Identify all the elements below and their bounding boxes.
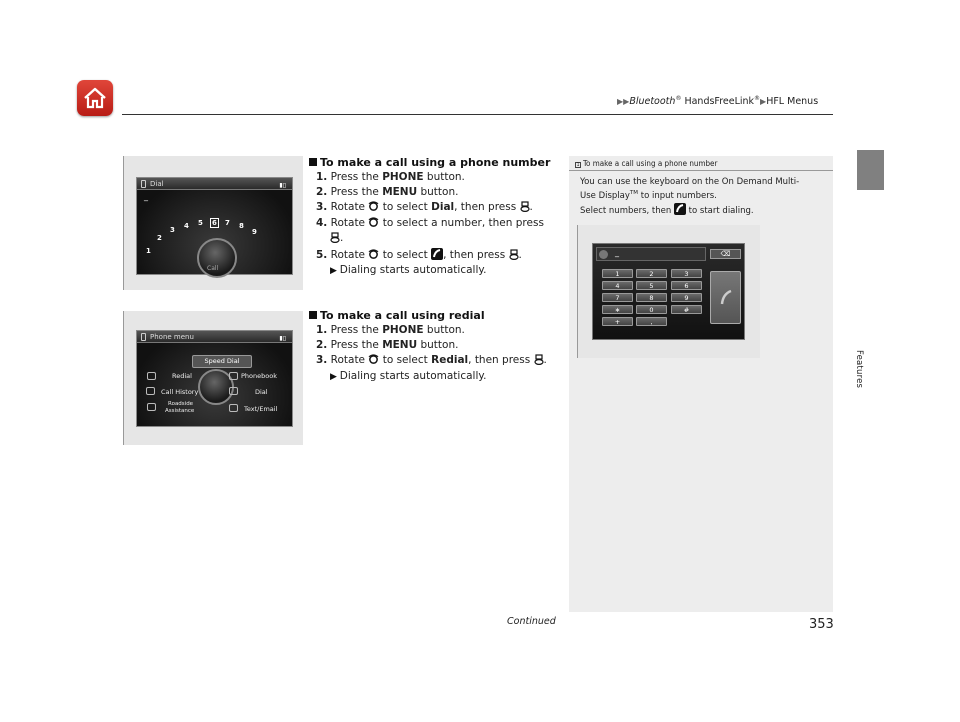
- phone-menu-screen: [136, 330, 293, 427]
- keypad-icon: [229, 387, 238, 395]
- step-number: 3.: [316, 201, 328, 213]
- kb-key-4[interactable]: 4: [602, 281, 633, 290]
- press-dial-icon: [520, 201, 530, 212]
- press-dial-icon: [330, 232, 340, 243]
- rotate-dial-icon: [368, 201, 379, 212]
- section1-step4: [316, 217, 544, 229]
- kb-key-hash[interactable]: #: [671, 305, 702, 314]
- keyboard-menu-icon[interactable]: [599, 250, 608, 259]
- dial-key-8[interactable]: 8: [239, 222, 244, 230]
- registered-mark-2: ®: [754, 95, 761, 102]
- call-label[interactable]: Call: [207, 265, 219, 272]
- section1-step3: [316, 201, 533, 213]
- kb-key-6[interactable]: 6: [671, 281, 702, 290]
- note-line-3: [580, 203, 754, 216]
- dial-screen: [136, 177, 293, 275]
- home-icon: [82, 85, 108, 111]
- step-text: , then press: [443, 249, 509, 261]
- call-history-icon: [146, 387, 155, 395]
- phone-icon: [141, 180, 146, 188]
- breadcrumb-arrow: ▶▶: [617, 97, 630, 107]
- backspace-button[interactable]: ⌫: [710, 249, 741, 259]
- header-rule: [122, 114, 833, 115]
- step-text: Press the: [330, 171, 383, 183]
- signal-icon: ▮▯: [279, 182, 286, 189]
- kb-key-9[interactable]: 9: [671, 293, 702, 302]
- section2-step3: [316, 354, 547, 366]
- kb-key-7[interactable]: 7: [602, 293, 633, 302]
- dial-title: Dial: [150, 180, 164, 188]
- keyboard-screen: [592, 243, 745, 340]
- step-text: , then press: [468, 354, 534, 366]
- rotate-dial-icon: [368, 354, 379, 365]
- section1-step4-cont: [330, 232, 343, 244]
- step-number: 3.: [316, 354, 328, 366]
- signal-icon-2: ▮▯: [279, 335, 286, 342]
- registered-mark: ®: [675, 95, 682, 102]
- note-line-2: [580, 190, 717, 201]
- step-number: 1.: [316, 171, 328, 183]
- result-text: Dialing starts automatically.: [339, 370, 487, 382]
- menu-item-text-email[interactable]: Text/Email: [244, 405, 278, 413]
- note-divider: [569, 170, 833, 171]
- step-text: Rotate: [330, 217, 369, 229]
- step-text: button.: [423, 324, 465, 336]
- step-text: .: [529, 201, 533, 213]
- step-number: 2.: [316, 339, 328, 351]
- dial-key-5[interactable]: 5: [198, 219, 203, 227]
- dial-screenshot: [123, 156, 303, 290]
- phone-menu-title-bar: [137, 331, 292, 343]
- step-text: .: [543, 354, 547, 366]
- dial-key-6[interactable]: 6: [212, 219, 217, 227]
- rotate-dial-icon: [368, 249, 379, 260]
- heading-bullet: [309, 311, 317, 319]
- keyboard-cursor: _: [615, 248, 619, 257]
- phone-button-label: PHONE: [382, 324, 424, 336]
- step-number: 4.: [316, 217, 328, 229]
- step-text: to select: [379, 201, 432, 213]
- step-text: .: [518, 249, 522, 261]
- dial-key-3[interactable]: 3: [170, 226, 175, 234]
- step-text: Press the: [330, 339, 383, 351]
- kb-key-1[interactable]: 1: [602, 269, 633, 278]
- chapter-tab[interactable]: [857, 150, 884, 190]
- phone-button-label: PHONE: [382, 171, 424, 183]
- kb-key-comma[interactable]: ,: [636, 317, 667, 326]
- result-arrow-icon: ▶: [330, 372, 340, 382]
- kb-key-5[interactable]: 5: [636, 281, 667, 290]
- kb-key-0[interactable]: 0: [636, 305, 667, 314]
- menu-item-call-history[interactable]: Call History: [161, 388, 199, 396]
- email-icon: [229, 404, 238, 412]
- kb-key-2[interactable]: 2: [636, 269, 667, 278]
- breadcrumb: [617, 95, 818, 107]
- note-text: to input numbers.: [638, 190, 717, 201]
- dial-key-2[interactable]: 2: [157, 234, 162, 242]
- section2-step2: [316, 339, 458, 351]
- dial-cursor: _: [144, 192, 148, 201]
- section2-step1: [316, 324, 465, 336]
- note-title: [575, 159, 717, 168]
- step-number: 1.: [316, 324, 328, 336]
- section2-result: [330, 370, 486, 382]
- menu-button-label: MENU: [382, 339, 418, 351]
- result-arrow-icon: ▶: [330, 266, 340, 276]
- note-ref-icon: 1: [576, 162, 580, 168]
- step-text: Press the: [330, 324, 383, 336]
- kb-key-3[interactable]: 3: [671, 269, 702, 278]
- dial-key-4[interactable]: 4: [184, 222, 189, 230]
- press-dial-icon: [509, 249, 519, 260]
- call-handset-icon: [431, 248, 443, 260]
- phonebook-icon: [229, 372, 238, 380]
- keyboard-call-button[interactable]: [710, 271, 741, 324]
- dial-title-bar: [137, 178, 292, 190]
- result-text: Dialing starts automatically.: [339, 264, 487, 276]
- note-text: Select numbers, then: [580, 206, 674, 216]
- continued-label: Continued: [507, 616, 556, 627]
- step-text: Rotate: [330, 201, 369, 213]
- section2-heading-text: To make a call using redial: [320, 309, 485, 322]
- step-number: 2.: [316, 186, 328, 198]
- dial-key-7[interactable]: 7: [225, 219, 230, 227]
- section1-step5: [316, 248, 522, 261]
- home-button[interactable]: [77, 80, 113, 116]
- step-text: to select a number, then press: [379, 217, 544, 229]
- breadcrumb-section[interactable]: Bluetooth: [629, 96, 676, 108]
- dial-key-9[interactable]: 9: [252, 228, 257, 236]
- breadcrumb-arrow-2: ▶: [760, 97, 767, 107]
- step-text: button.: [423, 171, 465, 183]
- page-number: 353: [809, 617, 834, 632]
- step-text: , then press: [454, 201, 520, 213]
- note-text: to start dialing.: [685, 206, 754, 216]
- section2-heading: [309, 309, 485, 322]
- step-text: button.: [417, 339, 459, 351]
- step-text: Rotate: [330, 354, 369, 366]
- menu-item-dial[interactable]: Dial: [255, 388, 268, 396]
- step-number: 5.: [316, 249, 328, 261]
- breadcrumb-subsection[interactable]: HandsFreeLink: [681, 96, 755, 108]
- step-text: button.: [417, 186, 459, 198]
- breadcrumb-topic[interactable]: HFL Menus: [766, 96, 819, 108]
- menu-item-redial[interactable]: Redial: [172, 372, 192, 380]
- dial-knob[interactable]: [197, 238, 237, 278]
- redial-icon: [147, 372, 156, 380]
- kb-key-plus[interactable]: +: [602, 317, 633, 326]
- menu-item-assistance[interactable]: Assistance: [165, 408, 195, 414]
- note-line-1: You can use the keyboard on the On Demand Multi-: [580, 177, 800, 187]
- rotate-dial-icon: [368, 217, 379, 228]
- note-text: Use Display: [580, 190, 630, 201]
- press-dial-icon: [534, 354, 544, 365]
- step-text: Press the: [330, 186, 383, 198]
- menu-item-phonebook[interactable]: Phonebook: [241, 372, 277, 380]
- heading-bullet: [309, 158, 317, 166]
- section1-result: [330, 264, 486, 276]
- menu-button-label: MENU: [382, 186, 418, 198]
- phone-menu-screenshot: [123, 311, 303, 445]
- keyboard-input-bar: [596, 247, 706, 261]
- phone-icon-2: [141, 333, 146, 341]
- speed-dial-item[interactable]: Speed Dial: [192, 355, 252, 368]
- dial-key-1[interactable]: 1: [146, 247, 151, 255]
- trademark-mark: TM: [629, 190, 639, 196]
- redial-option-label: Redial: [431, 354, 469, 366]
- dial-option-label: Dial: [431, 201, 455, 213]
- step-text: to select: [379, 354, 432, 366]
- step-text: to select: [379, 249, 432, 261]
- kb-key-star[interactable]: ∗: [602, 305, 633, 314]
- section1-heading: [309, 156, 550, 169]
- chapter-label: Features: [854, 350, 864, 389]
- section1-step2: [316, 186, 458, 198]
- call-handset-icon: [674, 203, 686, 215]
- menu-item-roadside[interactable]: Roadside: [168, 401, 194, 407]
- roadside-icon: [147, 403, 156, 411]
- phone-menu-title: Phone menu: [150, 333, 194, 341]
- kb-key-8[interactable]: 8: [636, 293, 667, 302]
- note-title-text: To make a call using a phone number: [583, 159, 718, 168]
- section1-heading-text: To make a call using a phone number: [320, 156, 551, 169]
- step-text: Rotate: [330, 249, 369, 261]
- call-handset-icon: [711, 272, 742, 325]
- step-text: .: [340, 232, 344, 244]
- section1-step1: [316, 171, 465, 183]
